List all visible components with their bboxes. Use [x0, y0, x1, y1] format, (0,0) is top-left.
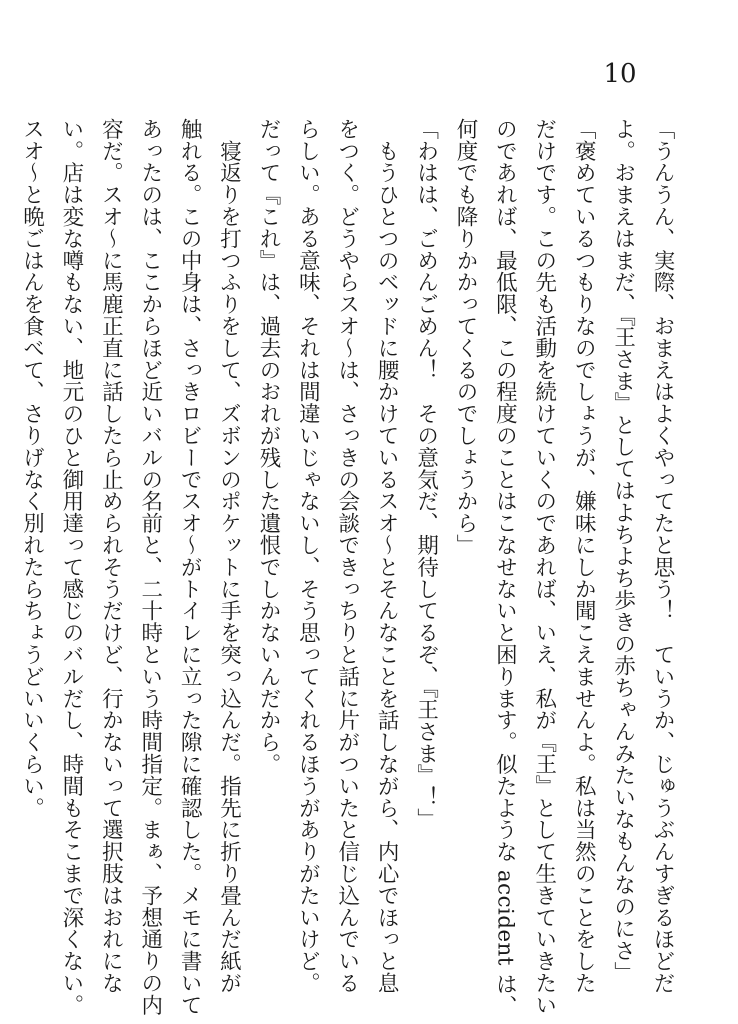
text-line: 「褒めているつもりなのでしょうが、嫌味にしか聞こえませんよ。私は当然のことをした: [571, 118, 597, 994]
text-line: 「うんうん、実際、おまえはよくやってたと思う！ ていうか、じゅうぶんすぎるほどだ: [650, 118, 675, 994]
text-line: だけです。この先も活動を続けていくのであれば、いえ、私が『王』として生きていきたい: [531, 118, 557, 1016]
text-line: スオ〜と晩ごはんを食べて、さりげなく別れたらちょうどいいくらい。: [19, 118, 45, 819]
text-line: よ。おまえはまだ、『王さま』としてはよちよち歩きの赤ちゃんみたいなもんなのにさ」: [610, 118, 636, 984]
text-line: 寝返りを打つふりをして、ズボンのポケットに手を突っ込んだ。指先に折り畳んだ紙が: [216, 118, 242, 994]
text-line: い。店は変な噂もない、地元のひと御用達って感じのバルだし、時間もそこまで深くない。: [58, 118, 84, 1016]
text-line: らしい。ある意味、それは間違いじゃないし、そう思ってくれるほうがありがたいけど。: [295, 118, 321, 994]
text-line: 触れる。この中身は、さっきロビーでスオ〜がトイレに立った隙に確認した。メモに書いて: [177, 118, 203, 1016]
text-line: をつく。どうやらスオ〜は、さっきの会談できっちりと話に片がついたと信じ込んでいる: [334, 118, 360, 994]
text-line: 何度でも降りかかってくるのでしょうから」: [452, 118, 478, 556]
text-line: 「わはは、ごめんごめん！ その意気だ、期待してるぞ、『王さま』！」: [413, 118, 439, 830]
page-number: 10: [603, 59, 637, 89]
text-line: もうひとつのベッドに腰かけているスオ〜とそんなことを話しながら、内心でほっと息: [374, 118, 400, 994]
text-line: のであれば、最低限、この程度のことはこなせないと困ります。似たような accident は、: [492, 118, 518, 1017]
body-text: [19, 118, 682, 1017]
text-line: 容だ。スオ〜に馬鹿正直に話したら止められそうだけど、行かないって選択肢はおれにな: [98, 118, 124, 994]
text-line: あったのは、ここからほど近いバルの名前と、二十時という時間指定。まぁ、予想通りの内: [137, 118, 163, 1016]
text-line: だって『これ』は、過去のおれが残した遺恨でしかないんだから。: [255, 118, 281, 775]
